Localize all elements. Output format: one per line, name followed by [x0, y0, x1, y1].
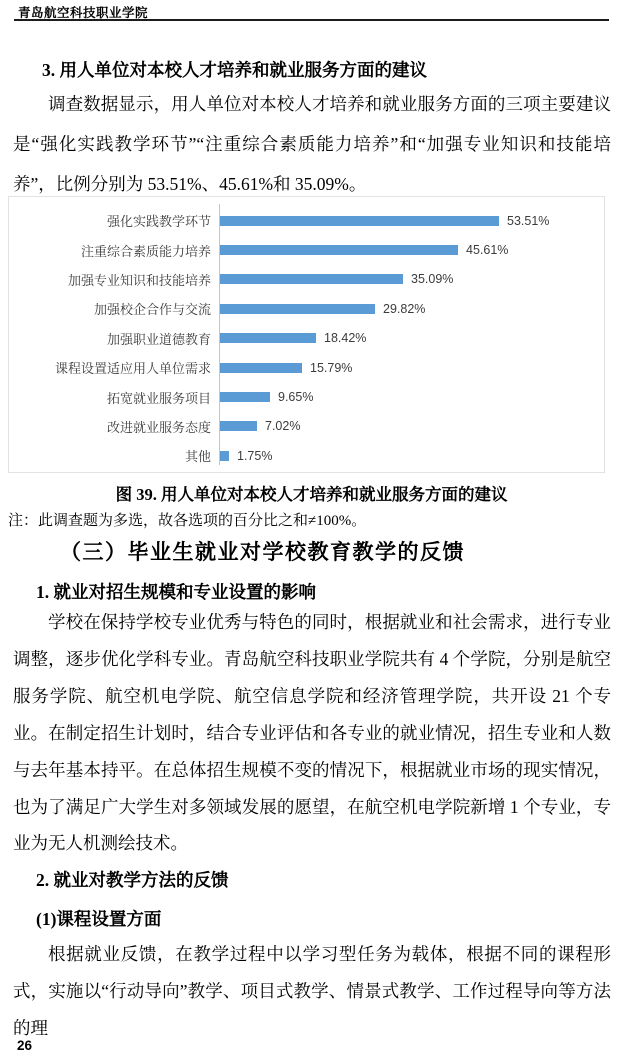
chart-category-label: 课程设置适应用人单位需求: [54, 361, 211, 377]
chart-value-label: 35.09%: [411, 272, 454, 287]
chart-row: [9, 441, 604, 470]
paragraph-course-setup: 根据就业反馈，在教学过程中以学习型任务为载体，根据不同的课程形式，实施以“行动导向”教学、项目式教学、情景式教学、工作过程导向等方法的理: [13, 944, 611, 1038]
chart-bar: [220, 392, 270, 402]
chart-category-label: 加强专业知识和技能培养: [67, 272, 211, 288]
chart-row: [9, 412, 604, 441]
chart-plot-area: [220, 214, 604, 228]
chart-plot-area: [220, 390, 604, 404]
heading-course-setup: (1)课程设置方面: [36, 909, 162, 929]
chart-bar: [220, 274, 403, 284]
chart-plot-area: [220, 419, 604, 433]
heading-teaching-feedback: 2. 就业对教学方法的反馈: [36, 870, 229, 890]
chart-row: [9, 353, 604, 382]
chart-category-label: 加强职业道德教育: [106, 331, 211, 347]
heading-advice: 3. 用人单位对本校人才培养和就业服务方面的建议: [42, 60, 427, 80]
chart-category-label: 注重综合素质能力培养: [80, 243, 211, 259]
chart-value-label: 45.61%: [466, 243, 509, 258]
chart-value-label: 7.02%: [265, 419, 301, 434]
chart-value-label: 18.42%: [324, 331, 367, 346]
chart-bar: [220, 421, 257, 431]
chart-rows: [9, 206, 604, 471]
chart-category-label: 改进就业服务态度: [106, 419, 211, 435]
chart-row: [9, 206, 604, 235]
figure-note: 注：此调查题为多选，故各选项的百分比之和≠100%。: [8, 513, 367, 529]
chart-row: [9, 324, 604, 353]
chart-category-label: 加强校企合作与交流: [93, 302, 211, 318]
chart-value-label: 53.51%: [507, 213, 550, 228]
heading-enrollment: 1. 就业对招生规模和专业设置的影响: [36, 582, 316, 602]
chart-bar: [220, 216, 499, 226]
chart-bar: [220, 363, 302, 373]
chart-plot-area: [220, 272, 604, 286]
chart-bar: [220, 333, 316, 343]
chart-row: [9, 265, 604, 294]
chart-plot-area: [220, 243, 604, 257]
chart-plot-area: [220, 302, 604, 316]
chart-plot-area: [220, 331, 604, 345]
chart-row: [9, 235, 604, 264]
chart-value-label: 15.79%: [310, 360, 353, 375]
chart-bar: [220, 304, 375, 314]
chart-plot-area: [220, 449, 604, 463]
chart-value-label: 29.82%: [383, 301, 426, 316]
paragraph-advice: 调查数据显示，用人单位对本校人才培养和就业服务方面的三项主要建议是“强化实践教学环节”“注重综合素质能力培养”和“加强专业知识和技能培养”，比例分别为 53.51%、45.61%和 35.09%。: [13, 94, 611, 194]
header-rule: [14, 19, 609, 21]
chart-value-label: 9.65%: [278, 390, 314, 405]
chart-row: [9, 294, 604, 323]
chart-bar: [220, 245, 458, 255]
chart-category-label: 其他: [184, 449, 211, 465]
paragraph-enrollment: 学校在保持学校专业优秀与特色的同时，根据就业和社会需求，进行专业调整，逐步优化学科专业。青岛航空科技职业学院共有 4 个学院，分别是航空服务学院、航空机电学院、航空信息学院和经济管理学院，共开设 21 个专业。在制定招生计划时，结合专业评估和各专业的就业情况，招生专业和人数与去年基本持平。在总体招生规模不变的情况下，根据就业市场的现实情况，也为了满足广大学生对多领域发展的愿望，在航空机电学院新增 1 个专业，专业为无人机测绘技术。: [13, 612, 611, 854]
heading-section-three: （三）毕业生就业对学校教育教学的反馈: [60, 540, 465, 564]
bar-chart-figure: [8, 196, 605, 473]
chart-plot-area: [220, 361, 604, 375]
chart-category-label: 强化实践教学环节: [106, 214, 211, 230]
figure-caption: 图 39. 用人单位对本校人才培养和就业服务方面的建议: [115, 485, 508, 504]
chart-row: [9, 382, 604, 411]
page-number: 26: [17, 1038, 33, 1053]
chart-bar: [220, 451, 229, 461]
chart-category-label: 拓宽就业服务项目: [106, 390, 211, 406]
page-header-school-name: 青岛航空科技职业学院: [18, 6, 149, 20]
chart-value-label: 1.75%: [237, 448, 273, 463]
